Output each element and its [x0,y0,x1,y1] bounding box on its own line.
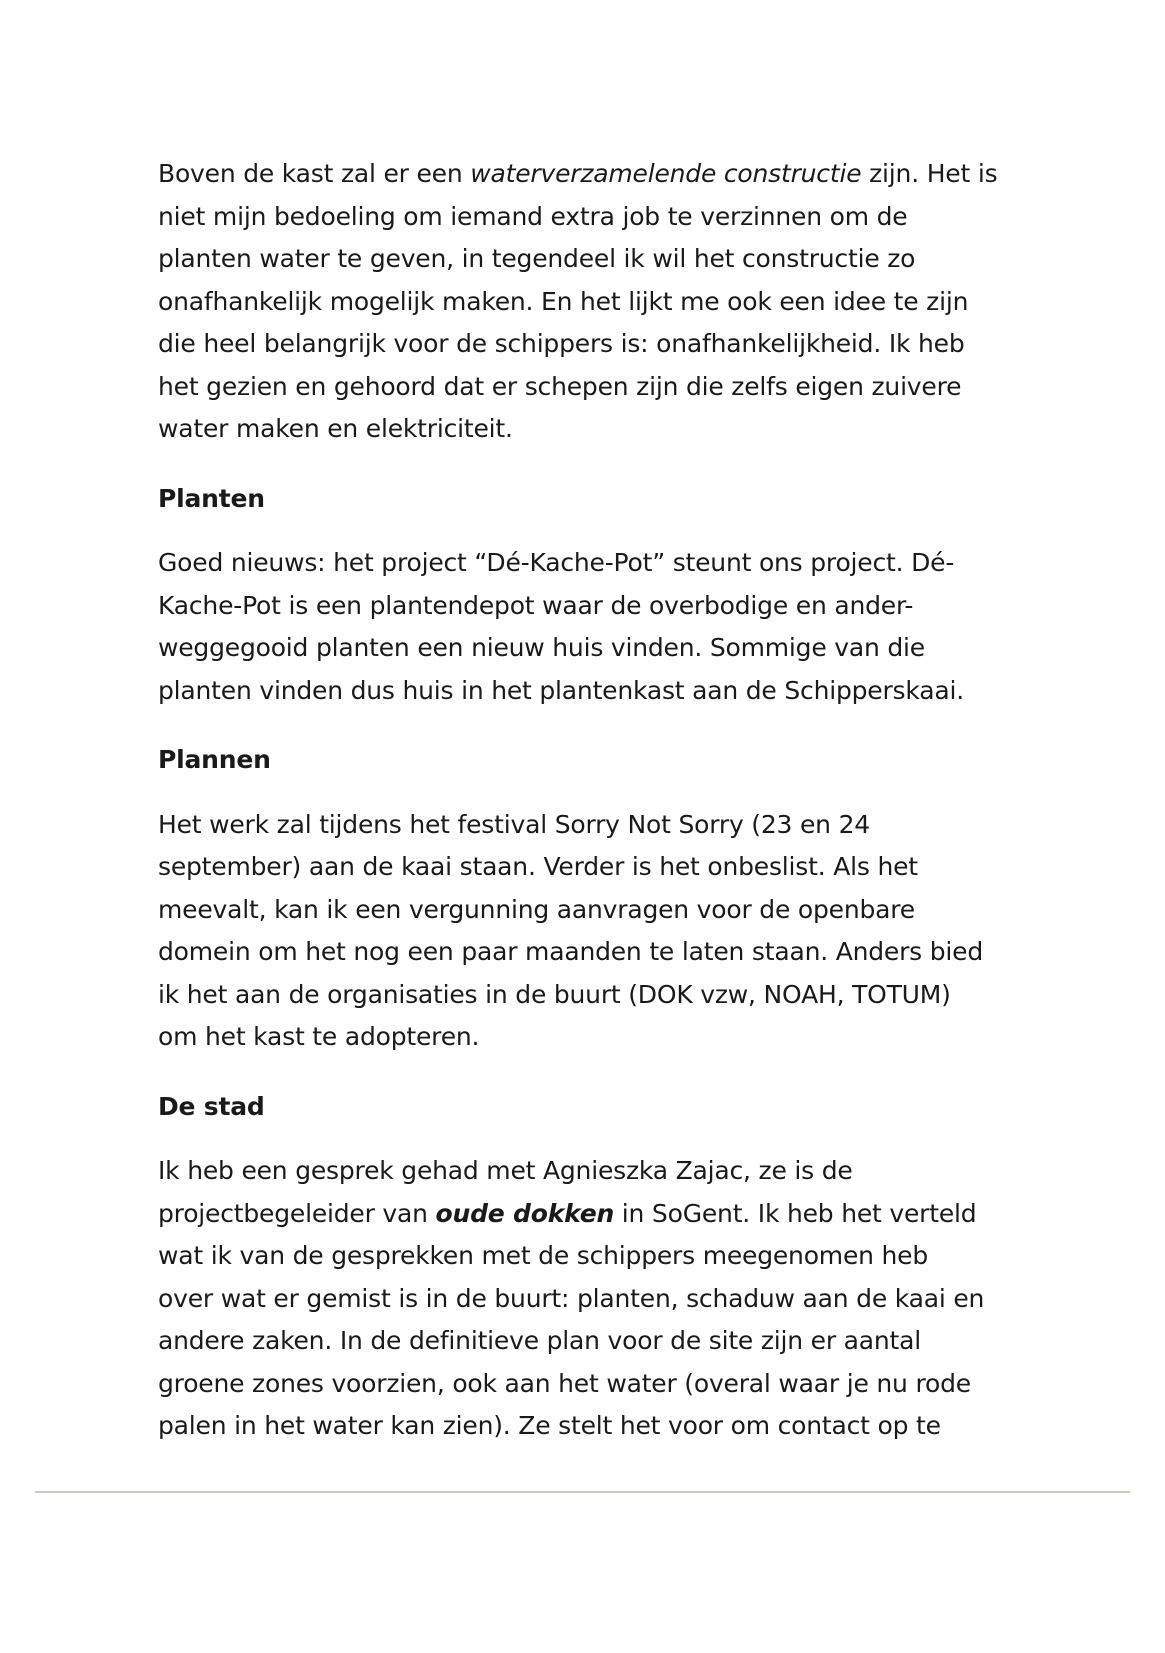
text-line: planten water te geven, in tegendeel ik wil het constructie zo [158,244,916,273]
spacer [158,520,1008,542]
text-line: groene zones voorzien, ook aan het water (overal waar je nu rode [158,1368,971,1398]
spacer [158,782,1008,804]
text-line: ik het aan de organisaties in de buurt (DOK vzw, NOAH, TOTUM) [158,979,951,1009]
text-line: die heel belangrijk voor de schippers is: onafhankelijkheid. Ik heb [158,329,965,358]
text-line: over wat er gemist is in de buurt: planten, schaduw aan de kaai en [158,1283,985,1313]
spacer [158,1128,1008,1150]
text-line: meevalt, kan ik een vergunning aanvragen voor de openbare [158,894,915,924]
text-line: Goed nieuws: het project “Dé-Kache-Pot” steunt ons project. Dé- [158,548,955,577]
text-line: onafhankelijk mogelijk maken. En het lijkt me ook een idee te zijn [158,286,969,316]
text-line: Ik heb een gesprek gehad met Agnieszka Zajac, ze is de [158,1156,853,1185]
heading-planten: Planten [158,483,265,513]
text-line: palen in het water kan zien). Ze stelt het voor om contact op te [158,1411,941,1440]
paragraph-de-stad [158,1150,1008,1448]
page-body [158,153,1008,1448]
heading-plannen: Plannen [158,745,271,774]
text-line: planten vinden dus huis in het plantenkast aan de Schipperskaai. [158,675,964,705]
heading-de-stad: De stad [158,1091,265,1121]
spacer [158,712,1008,739]
paragraph-plannen [158,804,1008,1059]
footer-divider [35,1491,1130,1493]
text-line: het gezien en gehoord dat er schepen zijn die zelfs eigen zuivere [158,371,962,401]
text-line: Het werk zal tijdens het festival Sorry Not Sorry (23 en 24 [158,809,870,839]
text-line: andere zaken. In de definitieve plan voor de site zijn er aantal [158,1326,922,1355]
text-line: water maken en elektriciteit. [158,414,513,443]
text-line: Boven de kast zal er een waterverzamelende constructie zijn. Het is [158,159,998,188]
text-line: weggegooid planten een nieuw huis vinden. Sommige van die [158,633,925,662]
paragraph-water-construction [158,153,1008,451]
text-line: Kache-Pot is een plantendepot waar de overbodige en ander- [158,590,914,620]
text-line: niet mijn bedoeling om iemand extra job te verzinnen om de [158,201,908,231]
bold-emphasis-text: oude dokken [435,1198,615,1228]
text-line: wat ik van de gesprekken met de schippers meegenomen heb [158,1241,929,1270]
paragraph-planten [158,542,1008,712]
text-line: september) aan de kaai staan. Verder is het onbeslist. Als het [158,852,918,881]
text-line: projectbegeleider van oude dokken in SoGent. Ik heb het verteld [158,1198,977,1228]
text-line: domein om het nog een paar maanden te laten staan. Anders bied [158,937,984,966]
emphasis-text: waterverzamelende constructie [470,159,862,188]
spacer [158,451,1008,478]
spacer [158,1059,1008,1086]
text-line: om het kast te adopteren. [158,1022,480,1051]
